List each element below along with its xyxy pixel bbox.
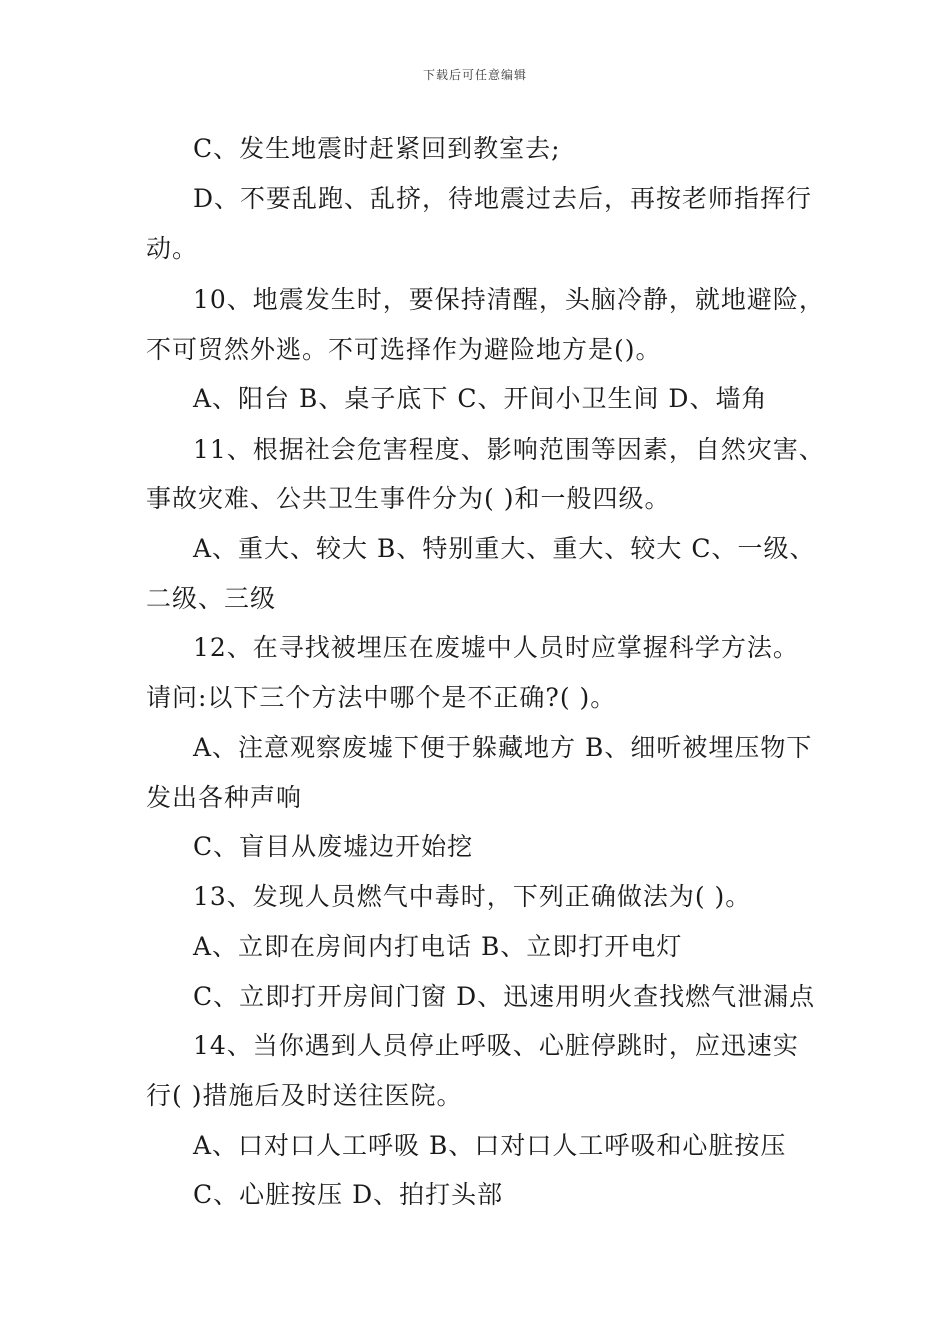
text-line: 动。 <box>146 234 199 263</box>
text-line: D、不要乱跑、乱挤，待地震过去后，再按老师指挥行 <box>193 184 813 213</box>
page-header-note: 下载后可任意编辑 <box>422 68 527 82</box>
text-line: 发出各种声响 <box>146 783 303 812</box>
text-line: A、立即在房间内打电话 B、立即打开电灯 <box>193 932 683 961</box>
text-line: C、心脏按压 D、拍打头部 <box>193 1180 504 1209</box>
text-line: A、阳台 B、桌子底下 C、开间小卫生间 D、墙角 <box>193 384 768 413</box>
text-line: 不可贸然外逃。不可选择作为避险地方是()。 <box>146 335 662 364</box>
text-line: 11、根据社会危害程度、影响范围等因素，自然灾害、 <box>193 435 825 464</box>
text-line: A、注意观察废墟下便于躲藏地方 B、细听被埋压物下 <box>193 733 813 762</box>
text-line: 行( )措施后及时送往医院。 <box>146 1081 463 1110</box>
text-line: 二级、三级 <box>146 584 277 613</box>
text-line: A、口对口人工呼吸 B、口对口人工呼吸和心脏按压 <box>193 1131 787 1160</box>
text-line: 10、地震发生时，要保持清醒，头脑冷静，就地避险， <box>193 285 825 314</box>
text-line: 13、发现人员燃气中毒时，下列正确做法为( )。 <box>193 882 752 911</box>
text-line: 请问:以下三个方法中哪个是不正确?( )。 <box>146 683 617 712</box>
text-line: C、立即打开房间门窗 D、迅速用明火查找燃气泄漏点 <box>193 982 816 1011</box>
text-line: 事故灾难、公共卫生事件分为( )和一般四级。 <box>146 484 671 513</box>
text-line: 12、在寻找被埋压在废墟中人员时应掌握科学方法。 <box>193 633 799 662</box>
text-line: C、盲目从废墟边开始挖 <box>193 832 474 861</box>
text-line: C、发生地震时赶紧回到教室去; <box>193 134 561 163</box>
text-line: 14、当你遇到人员停止呼吸、心脏停跳时，应迅速实 <box>193 1031 799 1060</box>
text-line: A、重大、较大 B、特别重大、重大、较大 C、一级、 <box>193 534 816 563</box>
